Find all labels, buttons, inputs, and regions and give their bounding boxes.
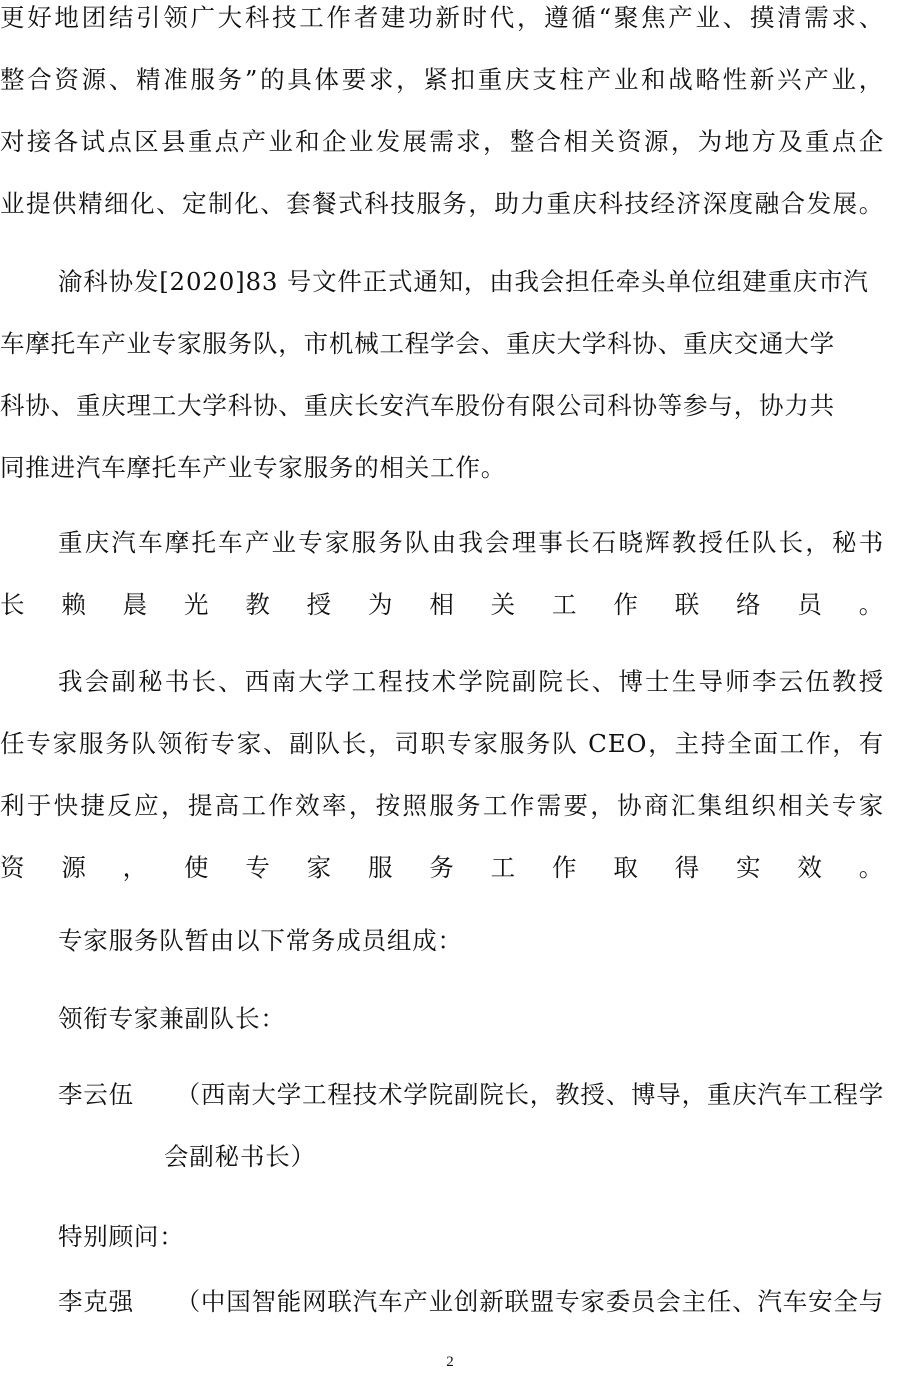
text-line: 任专家服务队领衔专家、副队长，司职专家服务队 CEO，主持全面工作，有 <box>0 729 884 758</box>
text-line: 整合资源、精准服务”的具体要求，紧扣重庆支柱产业和战略性新兴产业， <box>0 65 884 94</box>
team-intro: 专家服务队暂由以下常务成员组成： <box>58 926 463 955</box>
page-number: 2 <box>446 1354 454 1370</box>
text-line: 科协、重庆理工大学科协、重庆长安汽车股份有限公司科协等参与，协力共 <box>0 391 835 420</box>
text-line: 更好地团结引领广大科技工作者建功新时代，遵循“聚焦产业、摸清需求、 <box>0 3 884 32</box>
paragraph-notice <box>0 251 884 499</box>
text-line: 重庆汽车摩托车产业专家服务队由我会理事长石晓辉教授任队长，秘书 <box>58 528 884 557</box>
text-line: 资源，使专家服务工作取得实效。 <box>0 853 884 882</box>
lead-expert-desc-cont: 会副秘书长） <box>164 1142 316 1171</box>
text-line: 我会副秘书长、西南大学工程技术学院副院长、博士生导师李云伍教授 <box>58 667 884 696</box>
text-line: 对接各试点区县重点产业和企业发展需求，整合相关资源，为地方及重点企 <box>0 127 884 156</box>
paragraph-lead-expert <box>0 651 884 899</box>
paragraph-team-leader <box>0 512 884 636</box>
advisor-label: 特别顾问： <box>58 1222 185 1251</box>
advisor-desc: （中国智能网联汽车产业创新联盟专家委员会主任、汽车安全与 <box>175 1287 884 1316</box>
lead-expert-desc: （西南大学工程技术学院副院长，教授、博导，重庆汽车工程学 <box>175 1080 884 1109</box>
text-line: 业提供精细化、定制化、套餐式科技服务，助力重庆科技经济深度融合发展。 <box>0 189 884 218</box>
text-line: 利于快捷反应，提高工作效率，按照服务工作需要，协商汇集组织相关专家 <box>0 791 884 820</box>
lead-label: 领衔专家兼副队长： <box>58 1004 286 1033</box>
lead-expert-entry <box>58 1064 884 1188</box>
text-line: 车摩托车产业专家服务队，市机械工程学会、重庆大学科协、重庆交通大学 <box>0 329 835 358</box>
advisor-name: 李克强 <box>58 1287 134 1316</box>
advisor-entry <box>58 1271 884 1333</box>
paragraph-continuation <box>0 0 884 235</box>
text-line: 渝科协发[2020]83 号文件正式通知，由我会担任牵头单位组建重庆市汽 <box>58 267 869 296</box>
lead-expert-name: 李云伍 <box>58 1080 134 1109</box>
text-line: 长赖晨光教授为相关工作联络员。 <box>0 590 884 619</box>
text-line: 同推进汽车摩托车产业专家服务的相关工作。 <box>0 453 506 482</box>
